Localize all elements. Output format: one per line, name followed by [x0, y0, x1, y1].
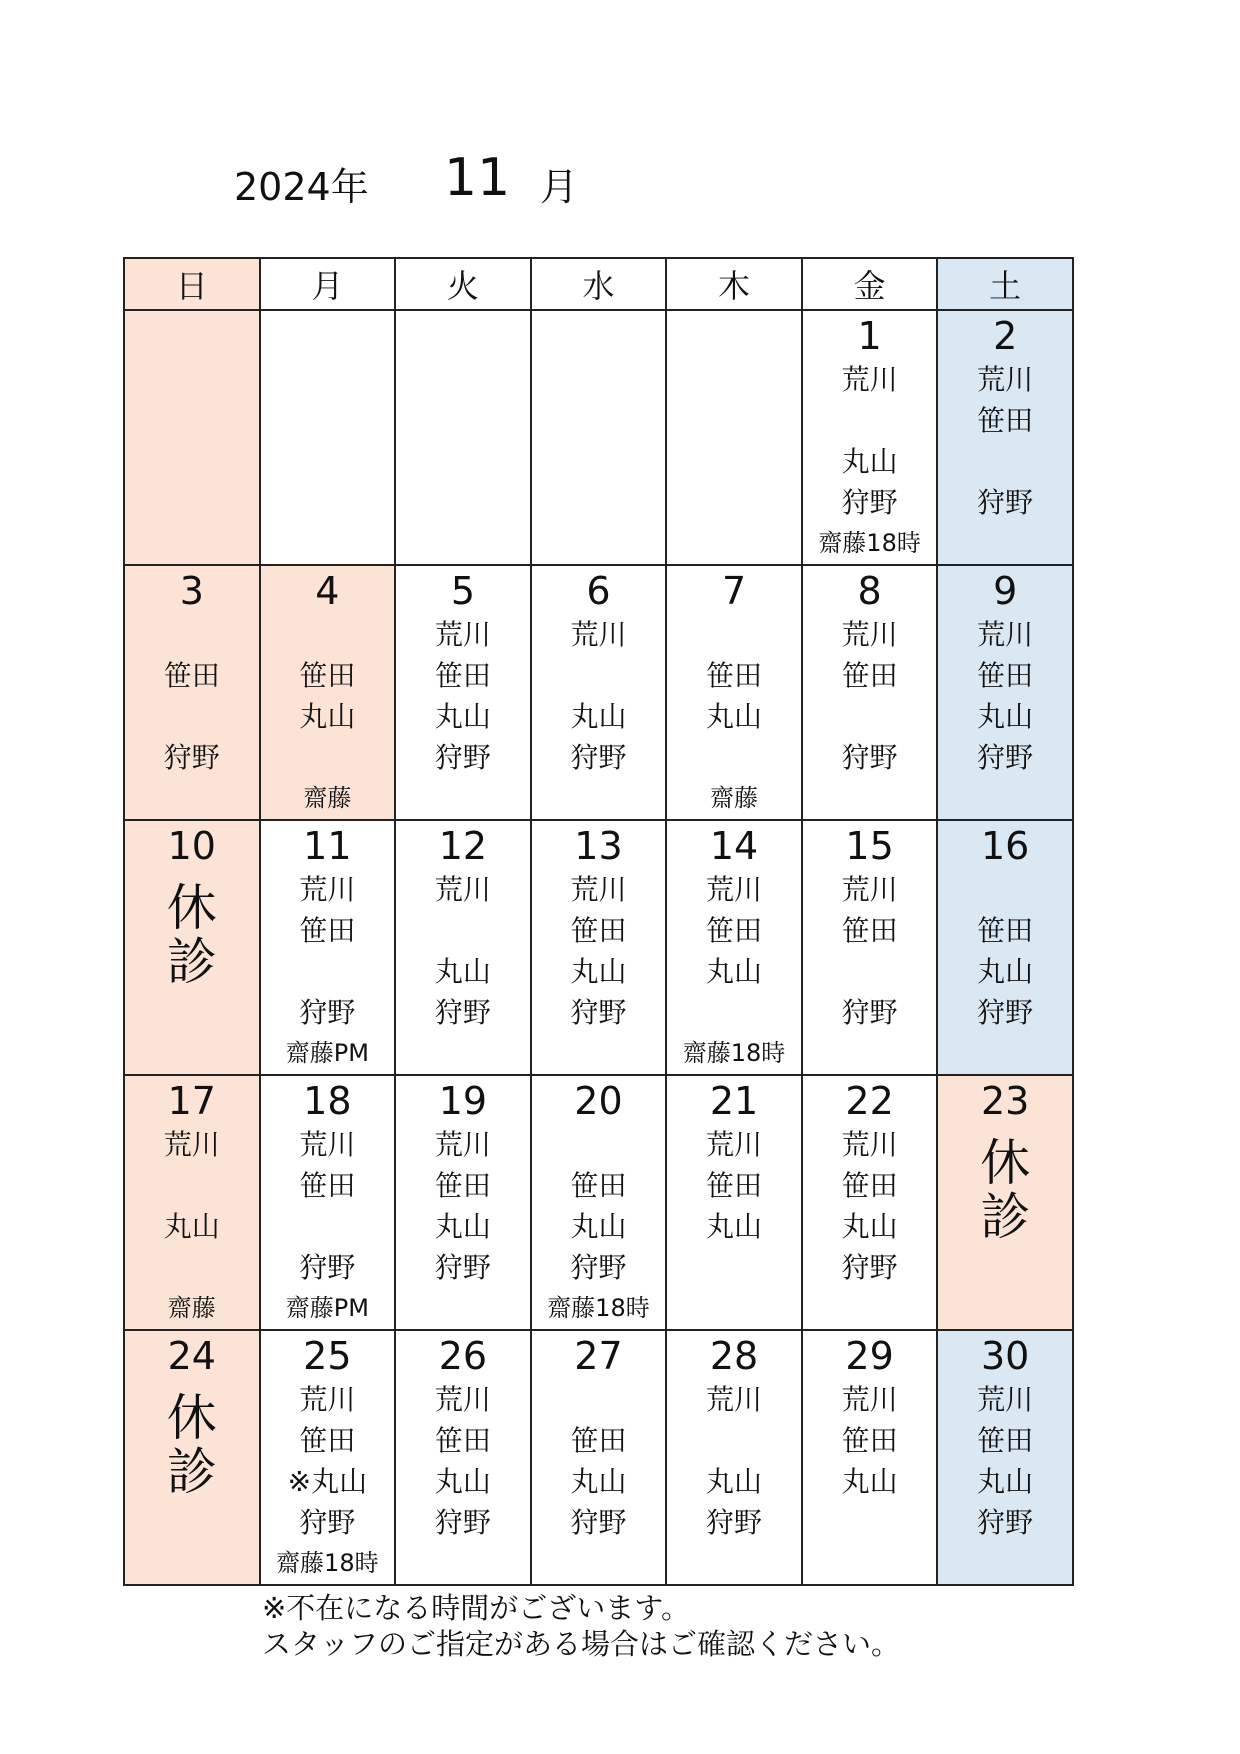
staff-entry: 丸山	[841, 445, 898, 478]
staff-entry: 丸山	[977, 1465, 1034, 1498]
staff-entry	[938, 1543, 1072, 1584]
staff-entry: 荒川	[977, 618, 1034, 651]
staff-entry: 笹田	[841, 914, 898, 947]
staff-entry: 狩野	[299, 1251, 356, 1284]
weekday-header: 金	[802, 258, 938, 310]
staff-entry: 荒川	[163, 1128, 220, 1161]
calendar-week-row	[124, 1330, 1073, 1585]
staff-entry: 丸山	[841, 1210, 898, 1243]
staff-entry: 齋藤18時	[682, 1039, 786, 1067]
staff-entry: 狩野	[977, 1506, 1034, 1539]
staff-entry: 笹田	[706, 1169, 763, 1202]
day-number: 7	[721, 569, 747, 613]
day-number: 21	[709, 1079, 759, 1123]
calendar-day-cell	[666, 1330, 802, 1585]
staff-entry: 笹田	[570, 1169, 627, 1202]
calendar-day-cell	[666, 1075, 802, 1330]
staff-entry	[667, 992, 801, 1033]
day-number: 12	[438, 824, 488, 868]
staff-entry	[532, 655, 666, 696]
staff-entry: 笹田	[977, 914, 1034, 947]
staff-entry	[938, 523, 1072, 564]
staff-entry: 丸山	[706, 955, 763, 988]
staff-entry	[532, 1124, 666, 1165]
staff-entry: 笹田	[163, 659, 220, 692]
staff-entry: 齋藤PM	[285, 1294, 369, 1322]
calendar-day-cell	[260, 1075, 396, 1330]
day-number: 25	[303, 1334, 352, 1378]
calendar-day-cell	[395, 1330, 531, 1585]
calendar-day-cell	[666, 565, 802, 820]
staff-entry: 狩野	[841, 486, 898, 519]
staff-entry: 狩野	[570, 741, 627, 774]
staff-entry: 狩野	[570, 1506, 627, 1539]
day-number: 27	[574, 1334, 623, 1378]
title-year: 2024年	[234, 165, 369, 209]
staff-entry: 齋藤PM	[285, 1039, 369, 1067]
calendar-day-cell	[531, 1075, 667, 1330]
staff-entry: 齋藤18時	[547, 1294, 650, 1322]
staff-entry	[532, 1543, 666, 1584]
staff-entry: 丸山	[299, 700, 356, 733]
staff-entry: 荒川	[299, 1383, 356, 1416]
staff-entry: 狩野	[841, 996, 898, 1029]
calendar-day-cell	[802, 1330, 938, 1585]
calendar-day-cell	[802, 565, 938, 820]
staff-entry: 笹田	[841, 1424, 898, 1457]
calendar-day-cell	[260, 565, 396, 820]
staff-entry	[261, 1206, 395, 1247]
staff-entry	[396, 910, 530, 951]
calendar-day-cell	[937, 310, 1073, 565]
day-number: 20	[574, 1079, 623, 1123]
staff-entry: 荒川	[434, 1383, 491, 1416]
staff-entry: 狩野	[163, 741, 220, 774]
staff-entry: 狩野	[570, 1251, 627, 1284]
staff-entry	[396, 1543, 530, 1584]
staff-entry	[532, 1379, 666, 1420]
calendar-day-cell	[124, 1075, 260, 1330]
day-number: 9	[993, 569, 1018, 613]
calendar-day-cell	[124, 310, 260, 565]
day-number: 6	[586, 569, 611, 613]
calendar-body	[124, 310, 1073, 1585]
staff-entry	[125, 778, 259, 819]
staff-entry: 齋藤	[710, 784, 759, 812]
weekday-header: 火	[395, 258, 531, 310]
staff-entry: 荒川	[570, 873, 627, 906]
closed-label: 休 診	[980, 1134, 1031, 1246]
day-number: 23	[981, 1079, 1030, 1123]
calendar-day-cell	[531, 1330, 667, 1585]
weekday-header: 木	[666, 258, 802, 310]
calendar-day-cell	[666, 310, 802, 565]
staff-entry: 狩野	[977, 741, 1034, 774]
calendar-day-cell	[260, 1330, 396, 1585]
weekday-header: 水	[531, 258, 667, 310]
calendar-day-cell	[531, 565, 667, 820]
calendar-day-cell	[666, 820, 802, 1075]
staff-entry: 丸山	[434, 1465, 491, 1498]
title-month-label: 月	[540, 165, 579, 209]
day-number: 14	[709, 824, 759, 868]
staff-entry	[803, 1543, 937, 1584]
staff-entry: 狩野	[977, 486, 1034, 519]
calendar-day-cell	[802, 820, 938, 1075]
staff-entry: 笹田	[299, 1169, 356, 1202]
staff-entry	[803, 778, 937, 819]
staff-entry: 笹田	[299, 1424, 356, 1457]
calendar-day-cell	[395, 565, 531, 820]
staff-entry	[803, 951, 937, 992]
footer-note-line-1: ※不在になる時間がございます。	[262, 1591, 690, 1625]
staff-entry: 狩野	[841, 741, 898, 774]
calendar-day-cell	[802, 310, 938, 565]
calendar-day-cell	[395, 820, 531, 1075]
staff-entry: 荒川	[977, 363, 1034, 396]
staff-entry: 笹田	[706, 914, 763, 947]
staff-entry: 荒川	[841, 363, 898, 396]
staff-entry: 丸山	[706, 700, 763, 733]
staff-entry	[261, 951, 395, 992]
staff-entry: 笹田	[977, 1424, 1034, 1457]
staff-entry: 荒川	[570, 618, 627, 651]
calendar-day-cell	[260, 820, 396, 1075]
staff-entry: 笹田	[706, 659, 763, 692]
staff-entry	[938, 441, 1072, 482]
calendar-week-row	[124, 1075, 1073, 1330]
day-number: 8	[857, 569, 882, 613]
calendar-day-cell	[395, 310, 531, 565]
staff-entry: 荒川	[841, 873, 898, 906]
day-number: 19	[438, 1079, 488, 1123]
staff-entry: 荒川	[434, 873, 491, 906]
staff-entry: 狩野	[977, 996, 1034, 1029]
closed-label: 休 診	[166, 879, 217, 991]
staff-entry: 荒川	[977, 1383, 1034, 1416]
staff-entry: 齋藤	[303, 784, 352, 812]
staff-entry: 笹田	[841, 1169, 898, 1202]
calendar-week-row	[124, 820, 1073, 1075]
staff-entry: 齋藤18時	[276, 1549, 379, 1577]
staff-entry: 丸山	[570, 1210, 627, 1243]
calendar-day-cell	[937, 1330, 1073, 1585]
staff-entry: 笹田	[299, 914, 356, 947]
staff-entry: 狩野	[434, 1506, 491, 1539]
calendar-day-cell	[395, 1075, 531, 1330]
day-number: 30	[981, 1334, 1030, 1378]
staff-entry: 荒川	[299, 1128, 356, 1161]
staff-entry	[938, 869, 1072, 910]
calendar-day-cell	[937, 565, 1073, 820]
staff-entry: 狩野	[299, 996, 356, 1029]
staff-entry	[261, 737, 395, 778]
staff-entry	[667, 737, 801, 778]
closed-label: 休 診	[166, 1389, 217, 1501]
day-number: 26	[438, 1334, 488, 1378]
day-number: 18	[303, 1079, 352, 1123]
staff-entry: 狩野	[434, 996, 491, 1029]
staff-entry: 荒川	[841, 1128, 898, 1161]
calendar-week-row	[124, 565, 1073, 820]
staff-entry: 丸山	[570, 700, 627, 733]
weekday-header: 日	[124, 258, 260, 310]
staff-entry: 笹田	[299, 659, 356, 692]
staff-entry	[125, 614, 259, 655]
day-number: 24	[167, 1334, 216, 1378]
staff-entry: 荒川	[299, 873, 356, 906]
calendar-week-row	[124, 310, 1073, 565]
staff-entry	[803, 400, 937, 441]
staff-entry: 狩野	[841, 1251, 898, 1284]
day-number: 15	[845, 824, 894, 868]
staff-entry: 笹田	[434, 659, 491, 692]
staff-entry: 笹田	[977, 404, 1034, 437]
staff-entry: ※丸山	[287, 1465, 368, 1498]
staff-entry	[803, 696, 937, 737]
day-number: 17	[167, 1079, 216, 1123]
staff-entry: 荒川	[841, 618, 898, 651]
staff-entry: 荒川	[706, 873, 763, 906]
staff-entry: 笹田	[841, 659, 898, 692]
staff-entry	[396, 1288, 530, 1329]
staff-entry	[396, 1033, 530, 1074]
staff-entry: 齋藤18時	[818, 529, 921, 557]
staff-entry	[938, 1033, 1072, 1074]
staff-entry: 丸山	[434, 700, 491, 733]
staff-entry: 笹田	[434, 1169, 491, 1202]
footer-note	[262, 1590, 900, 1662]
staff-entry: 丸山	[163, 1210, 220, 1243]
staff-entry: 狩野	[434, 1251, 491, 1284]
staff-entry	[532, 778, 666, 819]
calendar-day-cell	[124, 820, 260, 1075]
calendar-day-cell	[937, 820, 1073, 1075]
staff-entry	[803, 1288, 937, 1329]
staff-entry: 狩野	[570, 996, 627, 1029]
staff-entry	[396, 778, 530, 819]
footer-note-line-2: スタッフのご指定がある場合はご確認ください。	[262, 1627, 901, 1661]
calendar-day-cell	[124, 565, 260, 820]
day-number: 11	[303, 824, 352, 868]
day-number: 2	[993, 314, 1018, 358]
staff-entry: 笹田	[977, 659, 1034, 692]
day-number: 1	[857, 314, 882, 358]
staff-entry	[532, 1033, 666, 1074]
staff-entry: 丸山	[977, 700, 1034, 733]
staff-entry	[261, 614, 395, 655]
staff-entry: 狩野	[299, 1506, 356, 1539]
day-number: 29	[845, 1334, 894, 1378]
page-title	[234, 148, 934, 208]
staff-entry: 丸山	[434, 955, 491, 988]
calendar-day-cell	[531, 310, 667, 565]
calendar-day-cell	[260, 310, 396, 565]
weekday-header: 土	[937, 258, 1073, 310]
staff-entry	[667, 614, 801, 655]
staff-entry	[667, 1247, 801, 1288]
staff-entry: 荒川	[434, 1128, 491, 1161]
staff-entry	[803, 1033, 937, 1074]
day-number: 10	[167, 824, 216, 868]
calendar-day-cell	[531, 820, 667, 1075]
staff-entry: 丸山	[977, 955, 1034, 988]
staff-entry: 丸山	[841, 1465, 898, 1498]
staff-entry	[125, 696, 259, 737]
day-number: 22	[845, 1079, 894, 1123]
day-number: 4	[315, 569, 340, 613]
staff-entry: 丸山	[706, 1465, 763, 1498]
staff-entry: 狩野	[706, 1506, 763, 1539]
staff-entry	[803, 1502, 937, 1543]
staff-entry	[938, 778, 1072, 819]
staff-entry: 齋藤	[167, 1294, 216, 1322]
staff-entry: 笹田	[570, 914, 627, 947]
day-number: 16	[981, 824, 1030, 868]
staff-entry	[125, 1247, 259, 1288]
staff-entry: 荒川	[434, 618, 491, 651]
title-month-number: 11	[444, 148, 511, 208]
weekday-header-row	[124, 258, 1073, 310]
staff-entry	[125, 1165, 259, 1206]
calendar-table	[123, 257, 1074, 1586]
calendar-day-cell	[937, 1075, 1073, 1330]
staff-entry: 荒川	[706, 1128, 763, 1161]
staff-entry: 狩野	[434, 741, 491, 774]
staff-entry: 荒川	[841, 1383, 898, 1416]
calendar-day-cell	[124, 1330, 260, 1585]
staff-entry: 丸山	[570, 1465, 627, 1498]
day-number: 13	[574, 824, 623, 868]
staff-entry	[667, 1420, 801, 1461]
staff-entry	[667, 1288, 801, 1329]
weekday-header: 月	[260, 258, 396, 310]
staff-entry: 笹田	[434, 1424, 491, 1457]
day-number: 28	[709, 1334, 759, 1378]
staff-entry	[667, 1543, 801, 1584]
calendar-day-cell	[802, 1075, 938, 1330]
staff-entry: 丸山	[570, 955, 627, 988]
day-number: 3	[179, 569, 204, 613]
day-number: 5	[450, 569, 475, 613]
staff-entry: 荒川	[706, 1383, 763, 1416]
staff-entry: 笹田	[570, 1424, 627, 1457]
staff-entry: 丸山	[434, 1210, 491, 1243]
staff-entry: 丸山	[706, 1210, 763, 1243]
